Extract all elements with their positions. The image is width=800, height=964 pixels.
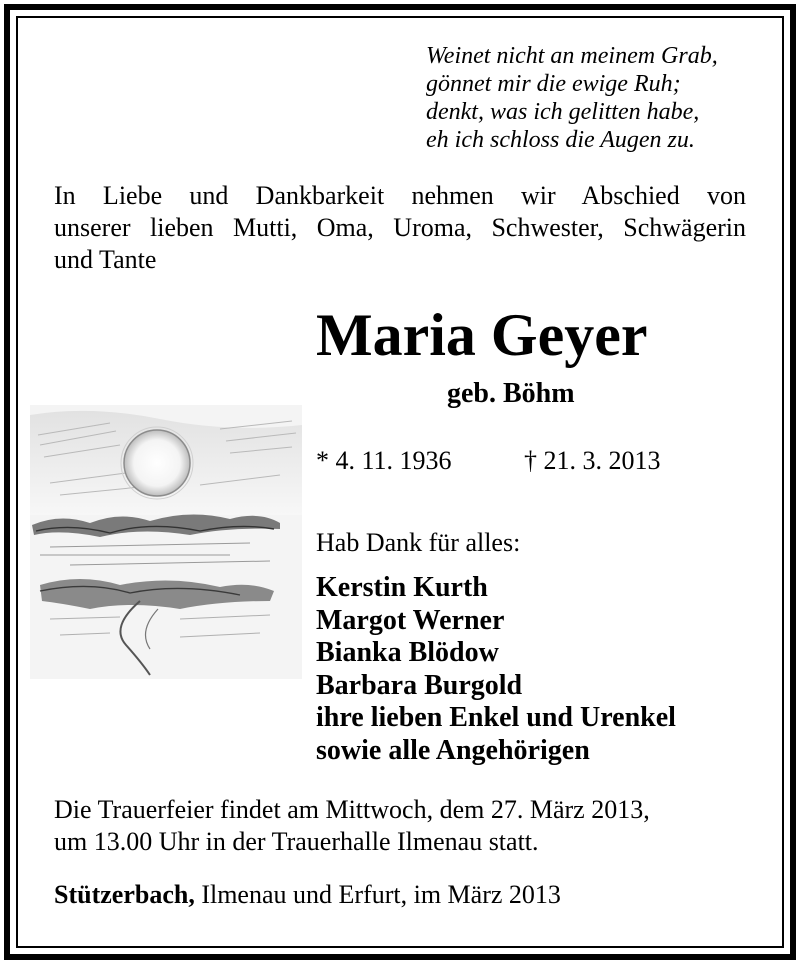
mourner: sowie alle Angehörigen [316,734,590,766]
life-dates [316,446,661,476]
death-date: † 21. 3. 2013 [524,446,661,475]
intro-line: In Liebe und Dankbarkeit nehmen wir Abschied von [54,181,746,210]
mourner: Barbara Burgold [316,669,523,701]
landscape-sketch-image [30,405,302,679]
poem-line: eh ich schloss die Augen zu. [426,127,695,153]
place-town: Stützerbach, [54,880,195,909]
ceremony-info [54,794,650,858]
poem-line: denkt, was ich gelitten habe, [426,99,700,125]
birth-date: * 4. 11. 1936 [316,446,452,475]
intro-line: und Tante [54,245,157,274]
ceremony-line: Die Trauerfeier findet am Mittwoch, dem 27. März 2013, [54,795,650,824]
mourner: Bianka Blödow [316,637,499,668]
mourner: Kerstin Kurth [316,572,488,603]
place-date-line [54,880,561,910]
poem-line: gönnet mir die ewige Ruh; [426,71,681,97]
thanks-line: Hab Dank für alles: [316,528,521,557]
mourner: Margot Werner [316,604,505,636]
poem-line: Weinet nicht an meinem Grab, [426,43,718,69]
mourner: ihre lieben Enkel und Urenkel [316,702,676,733]
mourners-list [316,572,676,767]
poem [426,42,766,154]
place-rest: Ilmenau und Erfurt, im März 2013 [194,880,561,909]
deceased-name: Maria Geyer [316,302,648,368]
ceremony-line: um 13.00 Uhr in der Trauerhalle Ilmenau statt. [54,827,539,856]
intro-line: unserer lieben Mutti, Oma, Uroma, Schwester, Schwägerin [54,213,746,242]
intro-text [54,180,746,276]
maiden-name: geb. Böhm [447,378,575,409]
